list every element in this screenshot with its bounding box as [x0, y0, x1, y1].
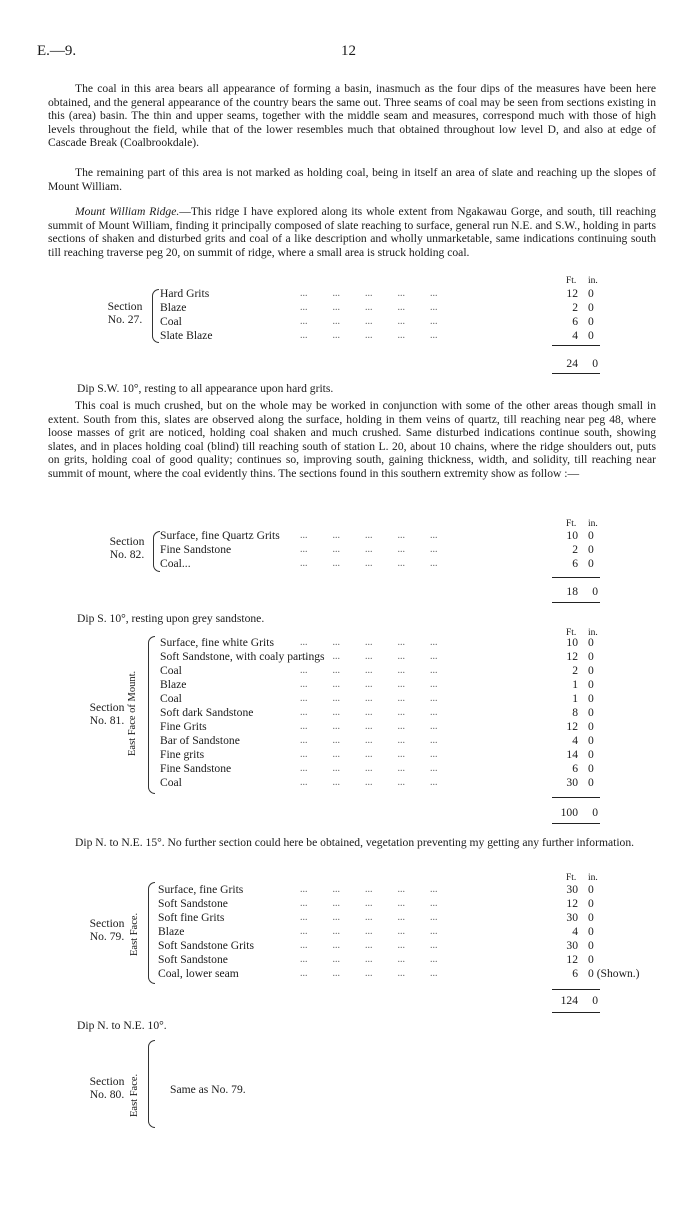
row-name: Soft Sandstone, with coaly partings	[160, 650, 325, 663]
row-name: Surface, fine white Grits	[160, 636, 274, 649]
row-in: 0	[588, 636, 594, 649]
row-name: Surface, fine Quartz Grits	[160, 529, 280, 542]
row-ft: 4	[572, 925, 578, 938]
row-name: Fine Grits	[160, 720, 207, 733]
row-name: Soft Sandstone	[158, 953, 228, 966]
leader-dots: ... ... ... ... ...	[300, 302, 438, 313]
total-ft: 100	[560, 806, 578, 819]
row-ft: 1	[572, 678, 578, 691]
paragraph-crushed: This coal is much crushed, but on the whole may be worked in conjunction with some of the other areas though small in extent. South from this, slates are observed along the surface, holding in them veins of quartz, till reaching near peg 48, where loose masses of grit are noticed, holding coal shaken and much crushed. Same disturbed indications continue south, showing slates, and in places holding coal (blind) till reaching south of station L. 20, about 10 chains, where the ridge shoulders out, puts on grits, holding coal of good quality; continues so, improving south, gaining thickness, width, and solidity, till reaching near summit of mount, where the coal evidently thins. The sections found in this southern extremity show as follow :—	[48, 399, 656, 480]
unit-ft: Ft.	[566, 873, 577, 883]
total-underline	[552, 1012, 600, 1013]
paragraph-remaining: The remaining part of this area is not marked as holding coal, being in itself an area of slate and reaching up the slopes of Mount William.	[48, 166, 656, 193]
section-82-label: Section No. 82.	[109, 535, 145, 561]
leader-dots: ... ... ... ... ...	[300, 637, 438, 648]
section-27-label: Section No. 27.	[107, 300, 143, 326]
row-in: 0	[588, 664, 594, 677]
same-as-79-text: Same as No. 79.	[170, 1083, 246, 1096]
page-number: 12	[341, 43, 356, 59]
leader-dots: ... ... ... ... ...	[300, 940, 438, 951]
leader-dots: ... ... ... ... ...	[300, 544, 438, 555]
row-name: Blaze	[160, 678, 187, 691]
leader-dots: ... ... ... ... ...	[300, 898, 438, 909]
leader-dots: ... ... ... ... ...	[300, 884, 438, 895]
row-ft: 8	[572, 706, 578, 719]
dip-79: Dip N. to N.E. 10°.	[77, 1019, 167, 1032]
brace	[148, 636, 155, 794]
section-81-label: Section No. 81.	[89, 701, 125, 727]
row-in: 0	[588, 315, 594, 328]
row-name: Coal...	[160, 557, 191, 570]
unit-in: in.	[588, 276, 598, 286]
brace	[153, 531, 160, 572]
row-name: Blaze	[160, 301, 187, 314]
row-ft: 6	[572, 967, 578, 980]
row-name: Coal	[160, 664, 182, 677]
row-ft: 30	[566, 939, 578, 952]
row-in: 0	[588, 776, 594, 789]
leader-dots: ... ... ... ... ...	[300, 777, 438, 788]
leader-dots: ... ... ... ... ...	[300, 763, 438, 774]
total-in: 0	[592, 585, 598, 598]
row-in: 0 (Shown.)	[588, 967, 640, 980]
row-in: 0	[588, 543, 594, 556]
leader-dots: ... ... ... ... ...	[300, 679, 438, 690]
row-in: 0	[588, 529, 594, 542]
row-name: Soft dark Sandstone	[160, 706, 254, 719]
unit-in: in.	[588, 873, 598, 883]
paragraph-ridge	[48, 205, 656, 259]
row-in: 0	[588, 925, 594, 938]
row-in: 0	[588, 748, 594, 761]
total-rule	[552, 577, 600, 578]
leader-dots: ... ... ... ... ...	[300, 665, 438, 676]
row-ft: 30	[566, 883, 578, 896]
row-ft: 10	[566, 636, 578, 649]
ridge-title: Mount William Ridge.	[75, 205, 180, 218]
east-face-label: East Face.	[129, 912, 140, 956]
east-face-of-mount-label: East Face of Mount.	[127, 670, 138, 756]
leader-dots: ... ... ... ... ...	[300, 968, 438, 979]
total-rule	[552, 797, 600, 798]
row-name: Coal	[160, 692, 182, 705]
row-in: 0	[588, 897, 594, 910]
row-in: 0	[588, 720, 594, 733]
total-in: 0	[592, 806, 598, 819]
row-ft: 6	[572, 315, 578, 328]
row-ft: 10	[566, 529, 578, 542]
unit-in: in.	[588, 519, 598, 529]
row-name: Fine grits	[160, 748, 205, 761]
leader-dots: ... ... ... ... ...	[300, 693, 438, 704]
brace	[148, 882, 155, 984]
unit-ft: Ft.	[566, 519, 577, 529]
total-ft: 124	[560, 994, 578, 1007]
row-ft: 6	[572, 762, 578, 775]
row-name: Soft Sandstone Grits	[158, 939, 254, 952]
row-in: 0	[588, 557, 594, 570]
row-name: Slate Blaze	[160, 329, 213, 342]
total-ft: 24	[566, 357, 578, 370]
paragraph-basin: The coal in this area bears all appearance of forming a basin, inasmuch as the four dips of the measures have been here obtained, and the general appearance of the country bears the same out. Three seams of coal may be seen from sections existing in this (area) basin. The thin and upper seams, together with the middle seam and measures, correspond much with those of high levels throughout the field, while that of the lower resembles much that obtained throughout low level D, and also at edge of Cascade Break (Coalbrookdale).	[48, 82, 656, 150]
row-name: Coal	[160, 776, 182, 789]
leader-dots: ... ... ... ... ...	[300, 651, 438, 662]
leader-dots: ... ... ... ... ...	[300, 707, 438, 718]
row-in: 0	[588, 734, 594, 747]
row-ft: 2	[572, 543, 578, 556]
dip-27: Dip S.W. 10°, resting to all appearance upon hard grits.	[77, 382, 334, 395]
row-ft: 6	[572, 557, 578, 570]
row-name: Coal, lower seam	[158, 967, 239, 980]
row-in: 0	[588, 883, 594, 896]
brace	[148, 1040, 155, 1128]
row-in: 0	[588, 678, 594, 691]
row-ft: 2	[572, 301, 578, 314]
leader-dots: ... ... ... ... ...	[300, 558, 438, 569]
total-in: 0	[592, 994, 598, 1007]
row-ft: 4	[572, 734, 578, 747]
row-ft: 14	[566, 748, 578, 761]
row-name: Soft Sandstone	[158, 897, 228, 910]
row-ft: 4	[572, 329, 578, 342]
row-ft: 12	[566, 287, 578, 300]
east-face-label: East Face.	[129, 1073, 140, 1117]
row-name: Coal	[160, 315, 182, 328]
row-name: Surface, fine Grits	[158, 883, 244, 896]
row-in: 0	[588, 650, 594, 663]
unit-ft: Ft.	[566, 276, 577, 286]
leader-dots: ... ... ... ... ...	[300, 912, 438, 923]
brace	[152, 289, 159, 343]
dip-81: Dip N. to N.E. 15°. No further section could here be obtained, vegetation preventing my getting any further information.	[75, 836, 635, 849]
row-in: 0	[588, 692, 594, 705]
leader-dots: ... ... ... ... ...	[300, 330, 438, 341]
page-reference: E.—9.	[37, 43, 77, 59]
row-in: 0	[588, 911, 594, 924]
dip-82: Dip S. 10°, resting upon grey sandstone.	[77, 612, 265, 625]
leader-dots: ... ... ... ... ...	[300, 735, 438, 746]
row-ft: 12	[566, 720, 578, 733]
row-ft: 12	[566, 897, 578, 910]
total-underline	[552, 373, 600, 374]
unit-in: in.	[588, 628, 598, 638]
leader-dots: ... ... ... ... ...	[300, 749, 438, 760]
row-ft: 30	[566, 776, 578, 789]
total-ft: 18	[566, 585, 578, 598]
row-ft: 1	[572, 692, 578, 705]
leader-dots: ... ... ... ... ...	[300, 926, 438, 937]
ridge-text: —This ridge I have explored along its whole extent from Ngakawau Gorge, and south, till reaching summit of Mount William, finding it principally composed of slate reaching to surface, general run N.E. and S.W., holding in parts sections of shaken and disturbed grits and coal of a like description and wholly unmarketable, same indications continuing south till reaching traverse peg 20, on summit of ridge, where a small area is struck holding coal.	[48, 205, 656, 259]
row-name: Hard Grits	[160, 287, 210, 300]
leader-dots: ... ... ... ... ...	[300, 316, 438, 327]
leader-dots: ... ... ... ... ...	[300, 288, 438, 299]
leader-dots: ... ... ... ... ...	[300, 954, 438, 965]
row-ft: 12	[566, 953, 578, 966]
row-in: 0	[588, 329, 594, 342]
unit-ft: Ft.	[566, 628, 577, 638]
row-name: Fine Sandstone	[160, 762, 232, 775]
row-in: 0	[588, 939, 594, 952]
total-in: 0	[592, 357, 598, 370]
total-underline	[552, 602, 600, 603]
total-underline	[552, 823, 600, 824]
row-name: Blaze	[158, 925, 185, 938]
total-rule	[552, 345, 600, 346]
section-79-label: Section No. 79.	[89, 917, 125, 943]
total-rule	[552, 989, 600, 990]
row-ft: 12	[566, 650, 578, 663]
row-ft: 30	[566, 911, 578, 924]
row-in: 0	[588, 953, 594, 966]
row-name: Soft fine Grits	[158, 911, 225, 924]
row-in: 0	[588, 287, 594, 300]
row-in: 0	[588, 301, 594, 314]
leader-dots: ... ... ... ... ...	[300, 530, 438, 541]
leader-dots: ... ... ... ... ...	[300, 721, 438, 732]
row-name: Bar of Sandstone	[160, 734, 240, 747]
row-ft: 2	[572, 664, 578, 677]
row-in: 0	[588, 706, 594, 719]
section-80-label: Section No. 80.	[89, 1075, 125, 1101]
row-name: Fine Sandstone	[160, 543, 232, 556]
row-in: 0	[588, 762, 594, 775]
